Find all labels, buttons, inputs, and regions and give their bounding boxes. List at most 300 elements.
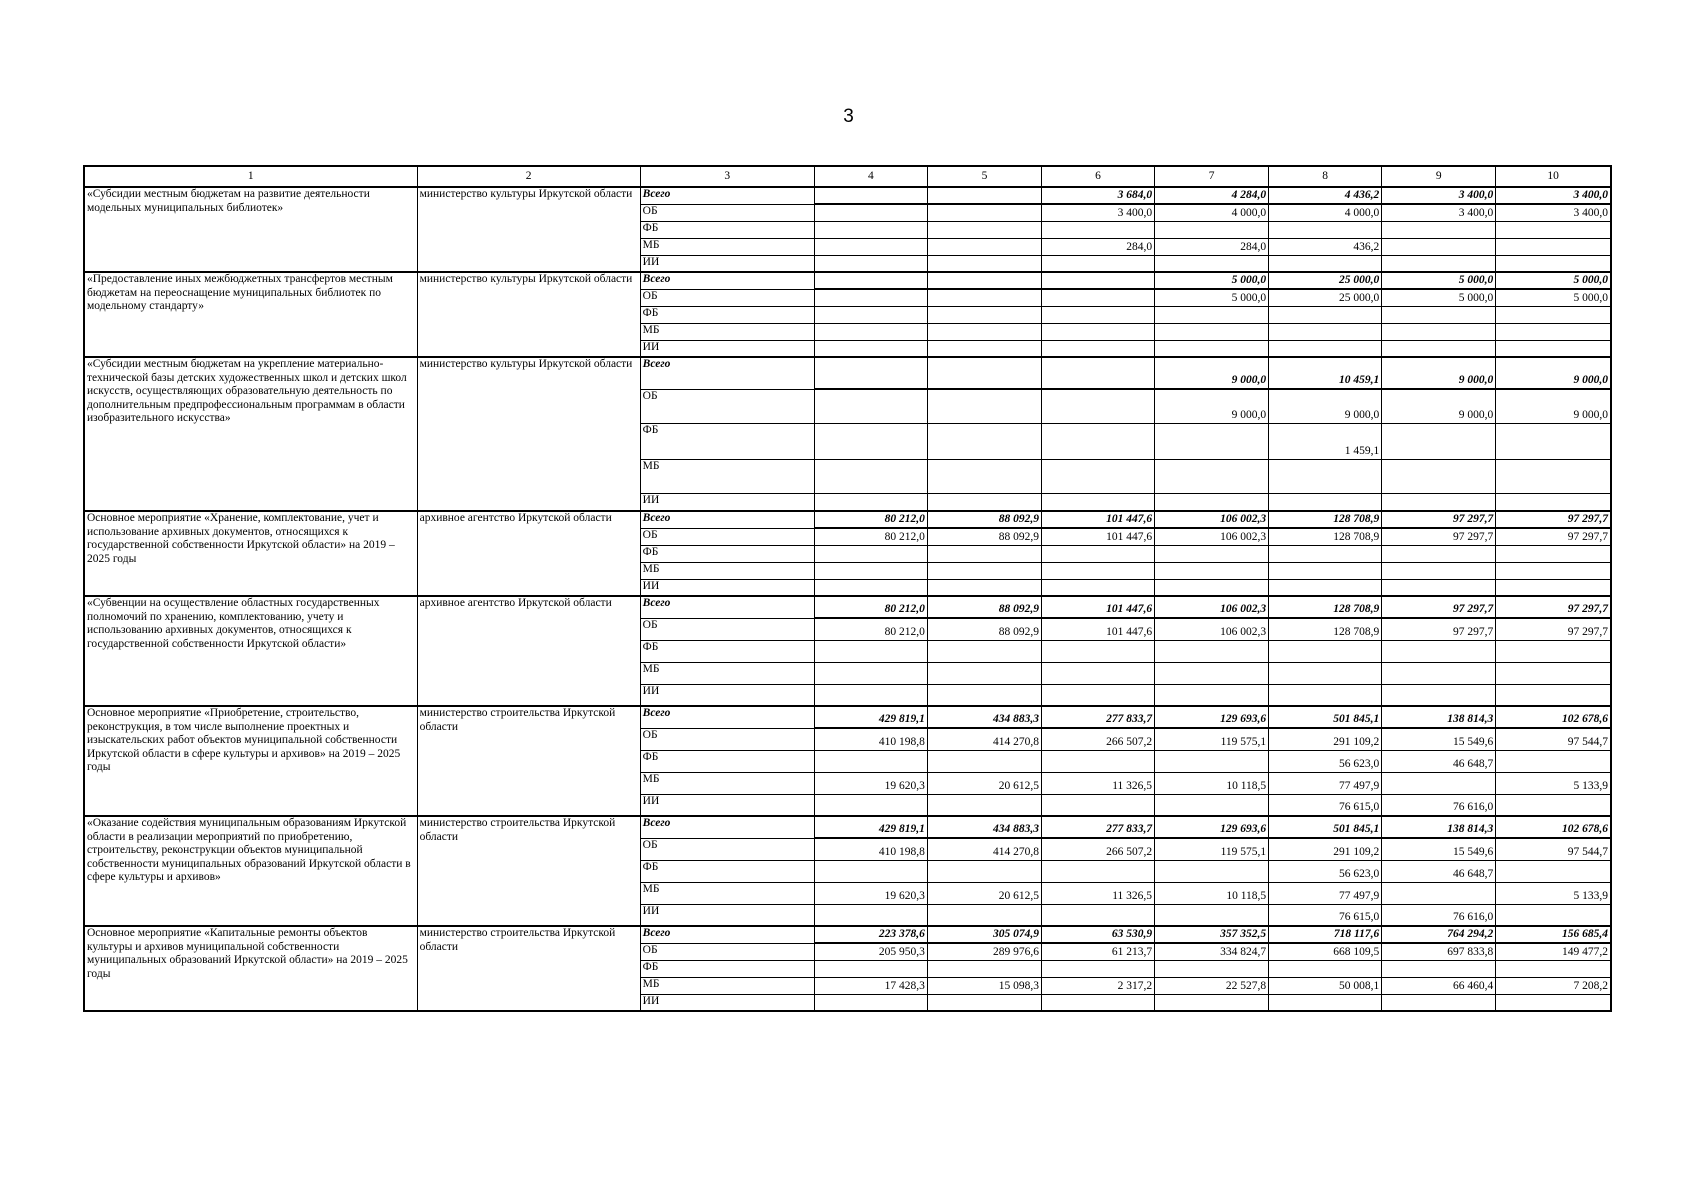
amount-cell: 76 615,0: [1269, 794, 1382, 816]
amount-cell: 291 109,2: [1269, 728, 1382, 750]
amount-cell: 97 544,7: [1496, 728, 1611, 750]
amount-cell: 3 684,0: [1042, 187, 1155, 204]
column-header: 3: [640, 166, 814, 187]
amount-cell: 80 212,0: [814, 618, 927, 640]
amount-cell: 5 133,9: [1496, 772, 1611, 794]
amount-cell: [1155, 306, 1269, 323]
amount-cell: [1155, 994, 1269, 1011]
amount-cell: [927, 389, 1041, 423]
amount-cell: [1269, 255, 1382, 272]
amount-cell: 11 326,5: [1042, 772, 1155, 794]
amount-cell: [1042, 323, 1155, 340]
amount-cell: [927, 238, 1041, 255]
responsible-executor: архивное агентство Иркутской области: [417, 596, 640, 706]
funding-source-label: МБ: [640, 459, 814, 493]
amount-cell: 102 678,6: [1496, 816, 1611, 838]
amount-cell: 129 693,6: [1155, 706, 1269, 728]
amount-cell: [1496, 750, 1611, 772]
amount-cell: 205 950,3: [814, 943, 927, 960]
amount-cell: 9 000,0: [1269, 389, 1382, 423]
column-header: 8: [1269, 166, 1382, 187]
amount-cell: 101 447,6: [1042, 618, 1155, 640]
table-row: [84, 926, 1611, 943]
amount-cell: [814, 684, 927, 706]
responsible-executor: министерство строительства Иркутской области: [417, 706, 640, 816]
amount-cell: [927, 684, 1041, 706]
amount-cell: [1155, 662, 1269, 684]
amount-cell: [1042, 221, 1155, 238]
amount-cell: [1496, 306, 1611, 323]
amount-cell: [1269, 323, 1382, 340]
amount-cell: [1496, 684, 1611, 706]
amount-cell: 501 845,1: [1269, 816, 1382, 838]
funding-source-label: ИИ: [640, 684, 814, 706]
amount-cell: [1155, 684, 1269, 706]
funding-source-label: ИИ: [640, 994, 814, 1011]
amount-cell: 266 507,2: [1042, 838, 1155, 860]
amount-cell: [1269, 994, 1382, 1011]
funding-source-label: ФБ: [640, 960, 814, 977]
amount-cell: [1496, 493, 1611, 511]
amount-cell: [1269, 684, 1382, 706]
funding-source-label: ИИ: [640, 904, 814, 926]
amount-cell: 334 824,7: [1155, 943, 1269, 960]
amount-cell: [1155, 423, 1269, 459]
amount-cell: 88 092,9: [927, 618, 1041, 640]
amount-cell: [1269, 459, 1382, 493]
amount-cell: 50 008,1: [1269, 977, 1382, 994]
amount-cell: [927, 221, 1041, 238]
funding-source-label: ОБ: [640, 289, 814, 306]
amount-cell: [814, 994, 927, 1011]
amount-cell: 3 400,0: [1496, 204, 1611, 221]
amount-cell: 56 623,0: [1269, 750, 1382, 772]
amount-cell: 5 000,0: [1155, 289, 1269, 306]
funding-source-label: ФБ: [640, 750, 814, 772]
amount-cell: 66 460,4: [1382, 977, 1496, 994]
column-header: 5: [927, 166, 1041, 187]
funding-source-label: Всего: [640, 596, 814, 618]
amount-cell: [814, 750, 927, 772]
amount-cell: 434 883,3: [927, 816, 1041, 838]
amount-cell: 56 623,0: [1269, 860, 1382, 882]
amount-cell: [1155, 459, 1269, 493]
amount-cell: 25 000,0: [1269, 272, 1382, 289]
amount-cell: [1155, 493, 1269, 511]
funding-source-label: Всего: [640, 187, 814, 204]
amount-cell: [1382, 662, 1496, 684]
amount-cell: 88 092,9: [927, 528, 1041, 545]
amount-cell: [814, 545, 927, 562]
funding-source-label: Всего: [640, 272, 814, 289]
amount-cell: [1042, 750, 1155, 772]
amount-cell: [1155, 255, 1269, 272]
amount-cell: [1042, 562, 1155, 579]
amount-cell: [1496, 640, 1611, 662]
amount-cell: [1042, 904, 1155, 926]
funding-source-label: ФБ: [640, 860, 814, 882]
amount-cell: [814, 579, 927, 596]
amount-cell: 80 212,0: [814, 596, 927, 618]
activity-description: «Субсидии местным бюджетам на укрепление материально-технической базы детских художественных школ и детских школ искусств, осуществляющих образовательную деятельность по дополнительным предпрофессиональным программам в области изобразительного искусства»: [84, 357, 417, 511]
amount-cell: [1155, 323, 1269, 340]
amount-cell: [814, 860, 927, 882]
amount-cell: 3 400,0: [1496, 187, 1611, 204]
amount-cell: 4 284,0: [1155, 187, 1269, 204]
amount-cell: [927, 579, 1041, 596]
amount-cell: 3 400,0: [1042, 204, 1155, 221]
amount-cell: 15 549,6: [1382, 728, 1496, 750]
amount-cell: 97 297,7: [1496, 528, 1611, 545]
amount-cell: 15 098,3: [927, 977, 1041, 994]
amount-cell: [814, 340, 927, 357]
amount-cell: [1042, 459, 1155, 493]
amount-cell: 11 326,5: [1042, 882, 1155, 904]
amount-cell: 156 685,4: [1496, 926, 1611, 943]
activity-description: «Субвенции на осуществление областных государственных полномочий по хранению, комплектованию, учету и использованию архивных документов, относящихся к государственной собственности Иркутской области»: [84, 596, 417, 706]
amount-cell: 9 000,0: [1382, 357, 1496, 389]
amount-cell: 63 530,9: [1042, 926, 1155, 943]
header-row: [84, 166, 1611, 187]
amount-cell: 4 000,0: [1269, 204, 1382, 221]
funding-source-label: ФБ: [640, 306, 814, 323]
amount-cell: [1042, 662, 1155, 684]
amount-cell: 284,0: [1042, 238, 1155, 255]
column-header: 1: [84, 166, 417, 187]
amount-cell: [1155, 640, 1269, 662]
amount-cell: 19 620,3: [814, 772, 927, 794]
amount-cell: 88 092,9: [927, 596, 1041, 618]
funding-source-label: МБ: [640, 323, 814, 340]
amount-cell: [1042, 860, 1155, 882]
funding-source-label: МБ: [640, 562, 814, 579]
page-number: 3: [843, 106, 854, 127]
amount-cell: [1042, 389, 1155, 423]
amount-cell: 101 447,6: [1042, 528, 1155, 545]
amount-cell: [814, 323, 927, 340]
amount-cell: [1382, 459, 1496, 493]
amount-cell: 410 198,8: [814, 728, 927, 750]
amount-cell: 25 000,0: [1269, 289, 1382, 306]
amount-cell: [1042, 306, 1155, 323]
amount-cell: [927, 904, 1041, 926]
amount-cell: 101 447,6: [1042, 596, 1155, 618]
responsible-executor: архивное агентство Иркутской области: [417, 511, 640, 596]
funding-source-label: Всего: [640, 706, 814, 728]
amount-cell: 97 297,7: [1382, 528, 1496, 545]
amount-cell: [1042, 545, 1155, 562]
funding-source-label: ОБ: [640, 204, 814, 221]
amount-cell: [1496, 423, 1611, 459]
table-row: [84, 511, 1611, 528]
amount-cell: 97 297,7: [1382, 511, 1496, 528]
amount-cell: [927, 545, 1041, 562]
amount-cell: [1155, 221, 1269, 238]
funding-source-label: Всего: [640, 511, 814, 528]
amount-cell: 128 708,9: [1269, 596, 1382, 618]
amount-cell: 5 000,0: [1496, 272, 1611, 289]
amount-cell: [1496, 340, 1611, 357]
amount-cell: 15 549,6: [1382, 838, 1496, 860]
column-header: 4: [814, 166, 927, 187]
amount-cell: [1269, 306, 1382, 323]
amount-cell: [1042, 493, 1155, 511]
amount-cell: [814, 306, 927, 323]
amount-cell: [1155, 562, 1269, 579]
amount-cell: [1155, 340, 1269, 357]
funding-source-label: ФБ: [640, 221, 814, 238]
table-body: [84, 166, 1611, 1011]
amount-cell: 284,0: [1155, 238, 1269, 255]
amount-cell: 9 000,0: [1155, 357, 1269, 389]
amount-cell: [1042, 579, 1155, 596]
funding-source-label: Всего: [640, 926, 814, 943]
amount-cell: 106 002,3: [1155, 596, 1269, 618]
amount-cell: 97 297,7: [1382, 596, 1496, 618]
amount-cell: 97 297,7: [1496, 618, 1611, 640]
amount-cell: 414 270,8: [927, 728, 1041, 750]
amount-cell: [814, 960, 927, 977]
amount-cell: [1155, 545, 1269, 562]
amount-cell: [927, 357, 1041, 389]
funding-source-label: МБ: [640, 882, 814, 904]
amount-cell: [1269, 493, 1382, 511]
amount-cell: 718 117,6: [1269, 926, 1382, 943]
funding-source-label: МБ: [640, 977, 814, 994]
funding-source-label: ИИ: [640, 794, 814, 816]
funding-source-label: ОБ: [640, 389, 814, 423]
amount-cell: [1382, 323, 1496, 340]
amount-cell: 357 352,5: [1155, 926, 1269, 943]
amount-cell: [1382, 340, 1496, 357]
amount-cell: [1382, 640, 1496, 662]
amount-cell: [927, 662, 1041, 684]
amount-cell: [1496, 255, 1611, 272]
amount-cell: 1 459,1: [1269, 423, 1382, 459]
amount-cell: 80 212,0: [814, 511, 927, 528]
funding-source-label: ОБ: [640, 943, 814, 960]
amount-cell: [1042, 255, 1155, 272]
funding-source-label: Всего: [640, 816, 814, 838]
amount-cell: 436,2: [1269, 238, 1382, 255]
amount-cell: 5 000,0: [1155, 272, 1269, 289]
amount-cell: 668 109,5: [1269, 943, 1382, 960]
amount-cell: [1042, 794, 1155, 816]
column-header: 7: [1155, 166, 1269, 187]
amount-cell: 2 317,2: [1042, 977, 1155, 994]
amount-cell: [1155, 904, 1269, 926]
amount-cell: [927, 323, 1041, 340]
amount-cell: [1382, 493, 1496, 511]
amount-cell: [1382, 545, 1496, 562]
amount-cell: [1496, 662, 1611, 684]
amount-cell: [1269, 579, 1382, 596]
amount-cell: 22 527,8: [1155, 977, 1269, 994]
table-row: [84, 596, 1611, 618]
amount-cell: [1042, 640, 1155, 662]
amount-cell: [814, 562, 927, 579]
amount-cell: 434 883,3: [927, 706, 1041, 728]
amount-cell: 410 198,8: [814, 838, 927, 860]
funding-source-label: ФБ: [640, 423, 814, 459]
amount-cell: 149 477,2: [1496, 943, 1611, 960]
amount-cell: 97 297,7: [1496, 596, 1611, 618]
amount-cell: 697 833,8: [1382, 943, 1496, 960]
amount-cell: [927, 794, 1041, 816]
amount-cell: [1155, 860, 1269, 882]
activity-description: Основное мероприятие «Хранение, комплектование, учет и использование архивных документов, относящихся к государственной собственности Иркутской области» на 2019 – 2025 годы: [84, 511, 417, 596]
amount-cell: 77 497,9: [1269, 882, 1382, 904]
amount-cell: 305 074,9: [927, 926, 1041, 943]
budget-table: [83, 165, 1612, 1012]
amount-cell: [927, 204, 1041, 221]
amount-cell: 429 819,1: [814, 706, 927, 728]
funding-source-label: ОБ: [640, 618, 814, 640]
amount-cell: 77 497,9: [1269, 772, 1382, 794]
amount-cell: [927, 255, 1041, 272]
funding-source-label: ИИ: [640, 493, 814, 511]
amount-cell: [814, 493, 927, 511]
amount-cell: 429 819,1: [814, 816, 927, 838]
activity-description: «Субсидии местным бюджетам на развитие деятельности модельных муниципальных библиотек»: [84, 187, 417, 272]
amount-cell: [927, 289, 1041, 306]
funding-source-label: ИИ: [640, 340, 814, 357]
amount-cell: [927, 562, 1041, 579]
amount-cell: [927, 493, 1041, 511]
amount-cell: [1382, 423, 1496, 459]
amount-cell: [1269, 960, 1382, 977]
amount-cell: 76 615,0: [1269, 904, 1382, 926]
amount-cell: [1382, 306, 1496, 323]
amount-cell: 80 212,0: [814, 528, 927, 545]
amount-cell: [814, 357, 927, 389]
amount-cell: 501 845,1: [1269, 706, 1382, 728]
amount-cell: [1496, 238, 1611, 255]
column-header: 9: [1382, 166, 1496, 187]
amount-cell: [927, 640, 1041, 662]
amount-cell: 4 000,0: [1155, 204, 1269, 221]
funding-source-label: ФБ: [640, 640, 814, 662]
amount-cell: [1382, 772, 1496, 794]
amount-cell: 119 575,1: [1155, 838, 1269, 860]
amount-cell: [814, 204, 927, 221]
amount-cell: 10 118,5: [1155, 772, 1269, 794]
amount-cell: [1496, 904, 1611, 926]
amount-cell: 10 118,5: [1155, 882, 1269, 904]
amount-cell: [1042, 357, 1155, 389]
amount-cell: [814, 459, 927, 493]
amount-cell: 101 447,6: [1042, 511, 1155, 528]
amount-cell: [814, 389, 927, 423]
funding-source-label: МБ: [640, 772, 814, 794]
funding-source-label: ИИ: [640, 255, 814, 272]
amount-cell: 3 400,0: [1382, 187, 1496, 204]
funding-source-label: ОБ: [640, 728, 814, 750]
responsible-executor: министерство культуры Иркутской области: [417, 187, 640, 272]
amount-cell: [814, 272, 927, 289]
responsible-executor: министерство строительства Иркутской области: [417, 926, 640, 1011]
amount-cell: 3 400,0: [1382, 204, 1496, 221]
amount-cell: [1382, 562, 1496, 579]
amount-cell: [927, 423, 1041, 459]
amount-cell: [1042, 960, 1155, 977]
amount-cell: 764 294,2: [1382, 926, 1496, 943]
amount-cell: 20 612,5: [927, 772, 1041, 794]
amount-cell: 138 814,3: [1382, 816, 1496, 838]
amount-cell: [927, 960, 1041, 977]
amount-cell: [1496, 860, 1611, 882]
amount-cell: [1269, 545, 1382, 562]
amount-cell: [1042, 684, 1155, 706]
amount-cell: 97 297,7: [1382, 618, 1496, 640]
amount-cell: 119 575,1: [1155, 728, 1269, 750]
amount-cell: [927, 750, 1041, 772]
responsible-executor: министерство строительства Иркутской области: [417, 816, 640, 926]
amount-cell: [814, 662, 927, 684]
amount-cell: 5 133,9: [1496, 882, 1611, 904]
amount-cell: 106 002,3: [1155, 618, 1269, 640]
amount-cell: [927, 459, 1041, 493]
amount-cell: [927, 860, 1041, 882]
responsible-executor: министерство культуры Иркутской области: [417, 357, 640, 511]
amount-cell: 129 693,6: [1155, 816, 1269, 838]
funding-source-label: МБ: [640, 662, 814, 684]
amount-cell: 138 814,3: [1382, 706, 1496, 728]
amount-cell: [814, 794, 927, 816]
amount-cell: 414 270,8: [927, 838, 1041, 860]
amount-cell: [814, 423, 927, 459]
funding-source-label: ОБ: [640, 528, 814, 545]
amount-cell: 61 213,7: [1042, 943, 1155, 960]
amount-cell: [1042, 289, 1155, 306]
amount-cell: [1382, 221, 1496, 238]
amount-cell: [1155, 750, 1269, 772]
amount-cell: [1269, 562, 1382, 579]
amount-cell: [814, 640, 927, 662]
amount-cell: [927, 187, 1041, 204]
amount-cell: [1042, 994, 1155, 1011]
amount-cell: 291 109,2: [1269, 838, 1382, 860]
table-row: [84, 706, 1611, 728]
funding-source-label: Всего: [640, 357, 814, 389]
amount-cell: 277 833,7: [1042, 816, 1155, 838]
amount-cell: [1269, 640, 1382, 662]
amount-cell: 10 459,1: [1269, 357, 1382, 389]
amount-cell: [1155, 794, 1269, 816]
amount-cell: 76 616,0: [1382, 794, 1496, 816]
table-row: [84, 187, 1611, 204]
amount-cell: [1155, 960, 1269, 977]
amount-cell: 97 544,7: [1496, 838, 1611, 860]
column-header: 10: [1496, 166, 1611, 187]
amount-cell: 5 000,0: [1496, 289, 1611, 306]
amount-cell: [1269, 221, 1382, 238]
responsible-executor: министерство культуры Иркутской области: [417, 272, 640, 357]
amount-cell: [1496, 545, 1611, 562]
table-row: [84, 357, 1611, 389]
amount-cell: 128 708,9: [1269, 528, 1382, 545]
column-header: 2: [417, 166, 640, 187]
amount-cell: [1042, 272, 1155, 289]
amount-cell: [1496, 562, 1611, 579]
amount-cell: 266 507,2: [1042, 728, 1155, 750]
amount-cell: 223 378,6: [814, 926, 927, 943]
activity-description: «Оказание содействия муниципальным образованиям Иркутской области в реализации мероприятий по приобретению, строительству, реконструкции объектов муниципальной собственности муниципальных образований Иркутской области в сфере культуры и архивов»: [84, 816, 417, 926]
amount-cell: [1042, 340, 1155, 357]
activity-description: Основное мероприятие «Приобретение, строительство, реконструкция, в том числе выполнение проектных и изыскательских работ объектов муниципальной собственности Иркутской области в сфере культуры и архивов» на 2019 – 2025 годы: [84, 706, 417, 816]
amount-cell: [1496, 323, 1611, 340]
amount-cell: [1496, 994, 1611, 1011]
